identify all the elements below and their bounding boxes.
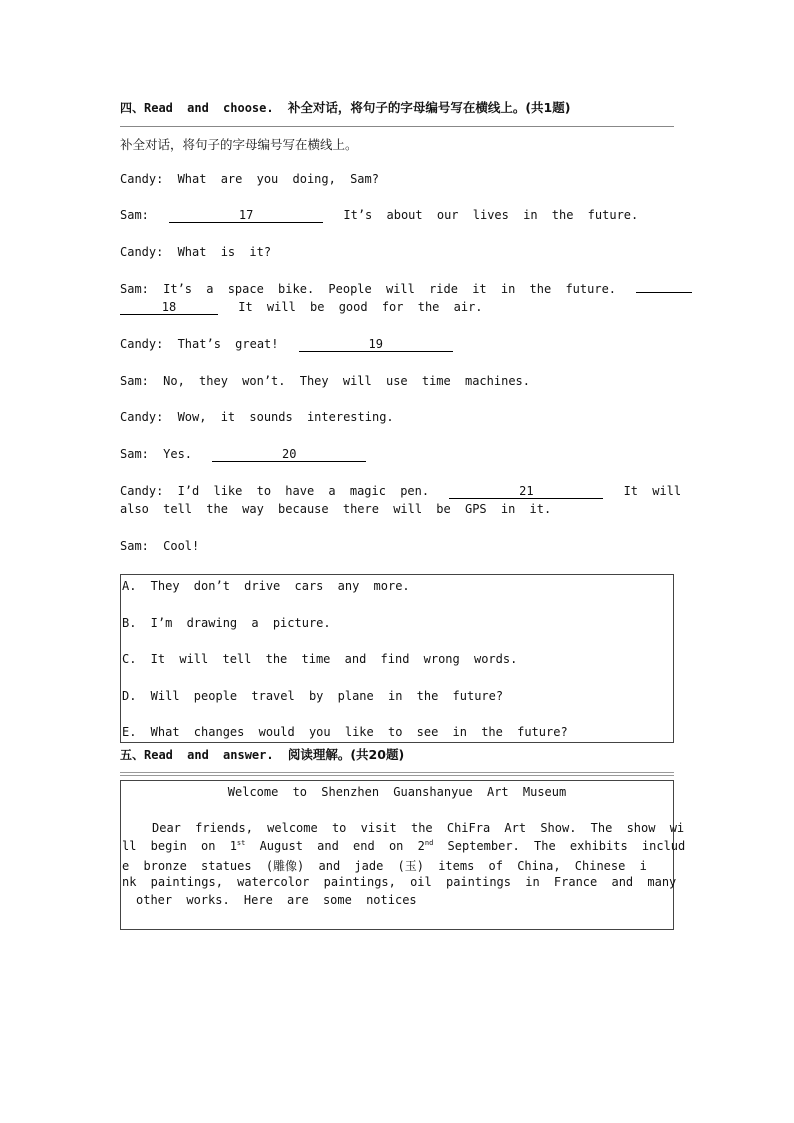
option-d: D. Will people travel by plane in the future? (122, 689, 504, 703)
reading-box (120, 780, 677, 930)
reading-line-5: other works. Here are some notices (136, 893, 417, 907)
dialogue-line-7: Candy: Wow, it sounds interesting. (120, 410, 394, 424)
section-4-title-cn: 补全对话，将句子的字母编号写在横线上。(共1题) (287, 100, 571, 115)
dialogue-line-1: Candy: What are you doing, Sam? (120, 172, 379, 186)
answer-blank-18[interactable]: 18 (120, 301, 218, 315)
reading-line-4: nk paintings, watercolor paintings, oil paintings in France and many (122, 875, 677, 889)
answer-blank-19[interactable]: 19 (299, 338, 453, 352)
answer-blank-17[interactable]: 17 (169, 209, 323, 223)
section-5-divider-bottom (120, 775, 674, 776)
dialogue-line-4: Sam: It’s a space bike. People will ride it in the future. (120, 282, 692, 296)
dialogue-line-5: Candy: That’s great! 19 (120, 337, 453, 352)
dialogue-line-2: Sam: 17 It’s about our lives in the future. (120, 208, 639, 222)
section-5-title-cn: 阅读理解。(共20题) (287, 747, 405, 762)
answer-blank-18-start[interactable] (636, 292, 692, 293)
reading-line-1: Dear friends, welcome to visit the ChiFra Art Show. The show wi (152, 821, 685, 835)
reading-line-2: ll begin on 1st August and end on 2nd September. The exhibits includ (122, 839, 686, 853)
dialogue-line-9-cont: also tell the way because there will be GPS in it. (120, 502, 552, 516)
option-e: E. What changes would you like to see in the future? (122, 725, 568, 739)
dialogue-line-4-cont: 18 It will be good for the air. (120, 300, 483, 315)
dialogue-line-8: Sam: Yes. 20 (120, 447, 366, 462)
section-4-title (120, 98, 570, 116)
section-4-divider (120, 126, 674, 127)
section-4-title-en: 四、Read and choose. (120, 101, 274, 115)
option-c: C. It will tell the time and find wrong words. (122, 652, 518, 666)
dialogue-line-6: Sam: No, they won’t. They will use time machines. (120, 374, 531, 388)
section-5-title (120, 745, 404, 763)
section-5-divider-top (120, 772, 674, 773)
answer-blank-20[interactable]: 20 (212, 448, 366, 462)
dialogue-line-3: Candy: What is it? (120, 245, 272, 259)
option-b: B. I’m drawing a picture. (122, 616, 331, 630)
section-5-title-en: 五、Read and answer. (120, 748, 274, 762)
ordinal-st: st (236, 839, 246, 847)
reading-line-3: e bronze statues (雕像) and jade (玉) items of China, Chinese i (122, 859, 647, 873)
option-a: A. They don’t drive cars any more. (122, 579, 410, 593)
dialogue-line-10: Sam: Cool! (120, 539, 200, 553)
answer-blank-21[interactable]: 21 (449, 485, 603, 499)
section-4-instruction: 补全对话，将句子的字母编号写在横线上。 (120, 137, 358, 152)
reading-title: Welcome to Shenzhen Guanshanyue Art Museum (227, 785, 567, 799)
dialogue-line-9: Candy: I’d like to have a magic pen. 21 It will (120, 484, 682, 498)
ordinal-nd: nd (424, 839, 434, 847)
